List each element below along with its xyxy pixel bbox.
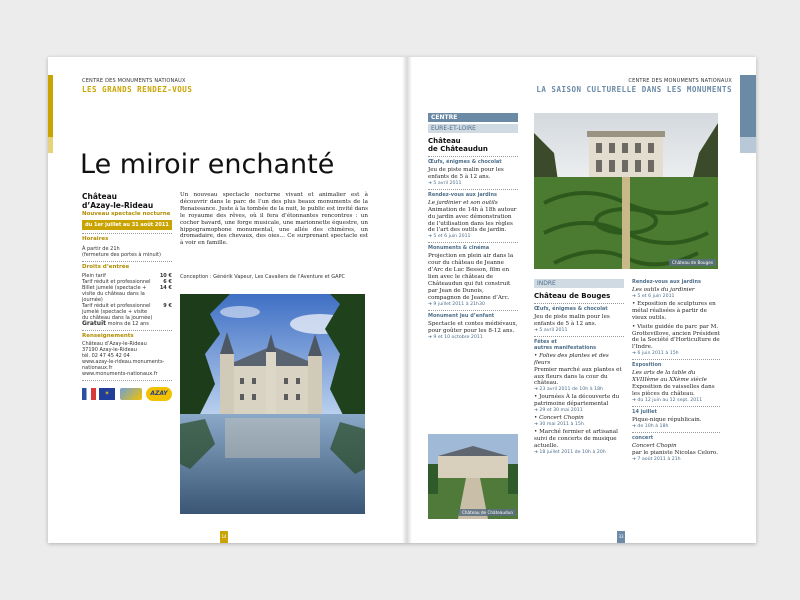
cd-date-3: ➜ 9 juillet 2011 à 21h30 — [428, 301, 485, 307]
body-text: Un nouveau spectacle nocturne vivant et animalier est à découvrir dans le parc de l’un des plus beaux monuments de la Renaissance. Juste à la tombée de la nuit, le public est invité dans le royaume des rêves, où il fera d’étonnantes rencontres : un cocher bavard, une forge musicale, une marionnette équestre, un hippogramophone monumental, une allée des chimères, un dromadaire, des chevaux, des oies… Ce surprenant spectacle est à voir en famille. — [180, 192, 368, 247]
bg-text-5: Pique-nique républicain. — [632, 416, 702, 423]
cd-heading-3: Monuments & cinéma — [428, 245, 490, 252]
fee-price: 14 € — [159, 285, 172, 291]
bg-heading-2b: autres manifestations — [534, 344, 597, 351]
gutter — [402, 57, 412, 543]
bg-date-2c: ➜ 30 mai 2011 à 15h — [534, 422, 584, 428]
bg-text-3a: Les outils du jardinier — [632, 287, 695, 293]
cd-text-1: Jeu de piste malin pour les enfants de 5 à 12 ans. — [428, 167, 504, 180]
cd-heading-1: Œufs, énigmes & chocolat — [428, 159, 502, 165]
bg-text-2d: • Concert Chopin — [534, 415, 584, 422]
bouges-column-2 — [632, 279, 720, 462]
bouges-title: Château de Bouges — [534, 292, 611, 300]
bg-text-2c: • Journées À la découverte du patrimoine départemental — [534, 394, 620, 408]
info-line: nationaux.fr — [82, 365, 113, 371]
cd-date-4: ➜ 9 et 10 octobre 2011 — [428, 334, 483, 340]
cd-text-2a: Le jardinier et son outils — [428, 199, 498, 206]
fees-heading: Droits d’entrée — [82, 264, 130, 270]
fee-price: 6 € — [163, 279, 172, 285]
bg-date-5: ➜ de 10h à 18h — [632, 423, 669, 429]
gold-side-bar — [48, 75, 53, 137]
republique-logo — [82, 388, 96, 400]
free-rest: moins de 12 ans — [107, 321, 149, 327]
gold-side-bar-light — [48, 137, 53, 153]
bg-text-3b: • Exposition de sculptures en métal réalisées à partir de vieux outils. — [632, 300, 716, 321]
venue-name-1: Château — [82, 192, 117, 201]
bg-heading-5: 14 juillet — [632, 408, 657, 415]
hours-line-2: (fermeture des portes à minuit) — [82, 252, 161, 258]
azay-castle-photo — [180, 294, 365, 514]
fee-price: 9 € — [163, 303, 172, 309]
event-type: Nouveau spectacle nocturne — [82, 211, 171, 217]
bg-heading-1: Œufs, énigmes & chocolat — [534, 306, 608, 312]
bg-date-6: ➜ 7 août 2011 à 21h — [632, 456, 681, 462]
info-line: www.monuments-nationaux.fr — [82, 371, 158, 377]
bouges-column-1 — [534, 279, 624, 455]
bg-date-3b: ➜ 6 juin 2011 à 15h — [632, 351, 679, 357]
brochure-spread — [48, 57, 756, 543]
cd-heading-4: Monument jeu d’enfant — [428, 312, 495, 319]
bg-text-2e: • Marché fermier et artisanal suivi de concerts de musique actuelle. — [534, 429, 618, 449]
credit-text: Conception : Générik Vapeur, Les Cavaliers de l’Aventure et GAPC — [180, 274, 346, 280]
bg-text-6b: par le pianiste Nicolas Celoro. — [632, 449, 718, 456]
org-label-right: CENTRE DES MONUMENTS NATIONAUX — [628, 78, 732, 84]
page-number-left: 14 — [220, 531, 228, 543]
bg-heading-3: Rendez-vous aux jardins — [632, 279, 702, 285]
info-line: 37190 Azay-le-Rideau — [82, 347, 137, 353]
bg-text-2b: Premier marché aux plantes et aux fleurs dans la cour du château. — [534, 366, 622, 387]
bg-text-4b: Exposition de vaisselles dans les pièces du château. — [632, 384, 715, 397]
cd-heading-2: Rendez-vous aux jardins — [428, 191, 498, 198]
fee-label: Billet jumelé (spectacle + visite du château dans la journée) — [82, 285, 147, 303]
bg-date-2d: ➜ 18 juillet 2011 de 10h à 20h — [534, 449, 606, 455]
fee-label: Plein tarif — [82, 273, 106, 279]
info-line: Château d’Azay-le-Rideau — [82, 341, 147, 347]
bg-text-2a: • Folies des plantes et des fleurs — [534, 352, 609, 366]
cd-text-4: Spectacle et contes médiévaux, pour goûter pour les 8-12 ans. — [428, 320, 518, 334]
blue-side-bar — [740, 75, 756, 137]
fees-list — [82, 273, 172, 321]
bg-date-1: ➜ 5 avril 2011 — [534, 327, 568, 333]
dept2-banner: INDRE — [534, 279, 624, 288]
info-list — [82, 341, 172, 377]
bg-heading-6: concert — [632, 434, 654, 441]
bg-date-2b: ➜ 29 et 30 mai 2011 — [534, 408, 583, 414]
chateaudun-photo — [428, 434, 518, 519]
left-page — [48, 57, 402, 543]
info-line: www.azay-le-rideau.monuments- — [82, 359, 165, 365]
dates-banner: du 1er juillet au 31 août 2011 — [82, 220, 172, 230]
fee-price: 10 € — [159, 273, 172, 279]
bouges-photo — [534, 113, 718, 269]
bg-text-4a: Les arts de la table du XVIIIème au XXème siècle — [632, 370, 707, 384]
region-banner: CENTRE — [428, 113, 518, 122]
dept-banner: EURE-ET-LOIRE — [428, 124, 518, 133]
org-label: CENTRE DES MONUMENTS NATIONAUX — [82, 78, 186, 84]
fee-label: Tarif réduit et professionnel jumelé (spectacle + visite du château dans la journée) — [82, 303, 153, 321]
cd-text-3: Projection en plein air dans la cour du château de Jeanne d’Arc de Luc Besson, film en lien avec le château de Châteaudun qui fut construit par Jean de Dunois, compagnon de Jeanne d’Arc. — [428, 253, 514, 301]
bouges-caption: Château de Bouges — [669, 259, 716, 266]
fee-row — [82, 285, 172, 303]
free-bold: Gratuit — [82, 320, 106, 327]
info-heading: Renseignements — [82, 333, 134, 339]
cd-date-2: ➜ 5 et 6 juin 2011 — [428, 234, 471, 240]
bg-text-3c: • Visite guidée du parc par M. Grottevillove, ancien Président de la Société d’Horticulture de l’Indre. — [632, 323, 720, 351]
bg-date-2a: ➜ 23 avril 2011 de 10h à 18h — [534, 387, 604, 393]
bg-heading-2a: Fêtes et — [534, 338, 557, 345]
hours-heading: Horaires — [82, 236, 109, 242]
cd-date-1: ➜ 5 avril 2011 — [428, 180, 462, 186]
fee-label: Tarif réduit et professionnel — [82, 279, 151, 285]
azay-logo: AZAY — [146, 387, 172, 401]
info-line: tél. 02 47 45 42 04 — [82, 353, 130, 359]
hours-line-1: À partir de 21h — [82, 246, 120, 252]
chateaudun-title-2: de Châteaudun — [428, 145, 488, 153]
free-line — [82, 321, 172, 327]
right-page — [412, 57, 756, 543]
region-logo — [120, 388, 142, 400]
page-number-right: 33 — [617, 531, 625, 543]
cd-text-2b: Animation de 14h à 18h autour du jardin avec démonstration de l’utilisation dans les règles de l’art des outils de jardin. — [428, 206, 517, 234]
chateaudun-caption: Château de Châteaudun — [459, 509, 516, 516]
bg-date-3a: ➜ 5 et 6 juin 2011 — [632, 293, 675, 299]
series-title: LES GRANDS RENDEZ-VOUS — [82, 85, 193, 94]
series-title-right: LA SAISON CULTURELLE DANS LES MONUMENTS — [536, 85, 732, 94]
fee-row — [82, 303, 172, 321]
page-title: Le miroir enchanté — [80, 149, 335, 180]
partner-logos — [82, 386, 172, 408]
eu-flag-logo: ✶ — [99, 388, 115, 400]
bg-heading-4: Exposition — [632, 362, 662, 369]
bg-text-6a: Concert Chopin — [632, 442, 677, 449]
venue-box — [82, 192, 172, 408]
bg-text-1: Jeu de piste malin pour les enfants de 5 à 12 ans. — [534, 314, 610, 327]
chateaudun-title-1: Château — [428, 137, 461, 145]
chateaudun-column — [428, 113, 518, 340]
venue-name-2: d’Azay-le-Rideau — [82, 201, 154, 210]
bg-date-4: ➜ du 12 juin au 12 sept. 2011 — [632, 397, 703, 403]
blue-side-bar-light — [740, 137, 756, 153]
